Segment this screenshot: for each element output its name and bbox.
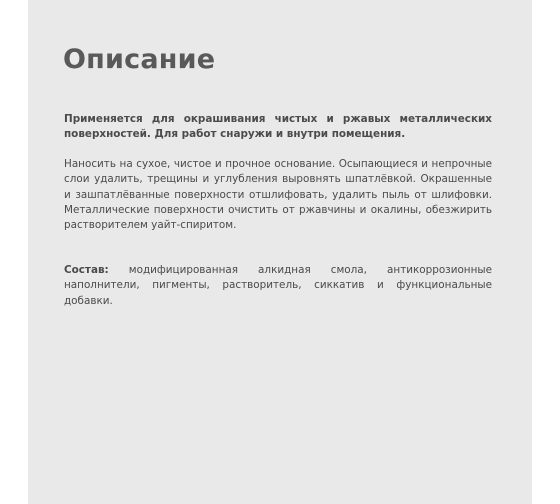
application-paragraph: Наносить на сухое, чистое и прочное основание. Осыпающиеся и непрочные слои удалить, трещины и углубления выровнять шпатлёвкой. Окрашенные и зашпатлёванные поверхности отшлифовать, удалить пыль от шлифовки. Металлические поверхности очистить от ржавчины и окалины, обезжирить растворителем уайт-спиритом.	[64, 158, 492, 232]
description-panel	[28, 0, 532, 504]
composition-label: Состав:	[64, 264, 109, 276]
intro-paragraph: Применяется для окрашивания чистых и ржавых металлических поверхностей. Для работ снаружи и внутри помещения.	[64, 113, 492, 141]
composition-text: модифицированная алкидная смола, антикоррозионные наполнители, пигменты, растворитель, сиккатив и функциональные добавки.	[64, 264, 492, 307]
composition-paragraph	[64, 263, 492, 309]
section-title: Описание	[63, 44, 216, 75]
